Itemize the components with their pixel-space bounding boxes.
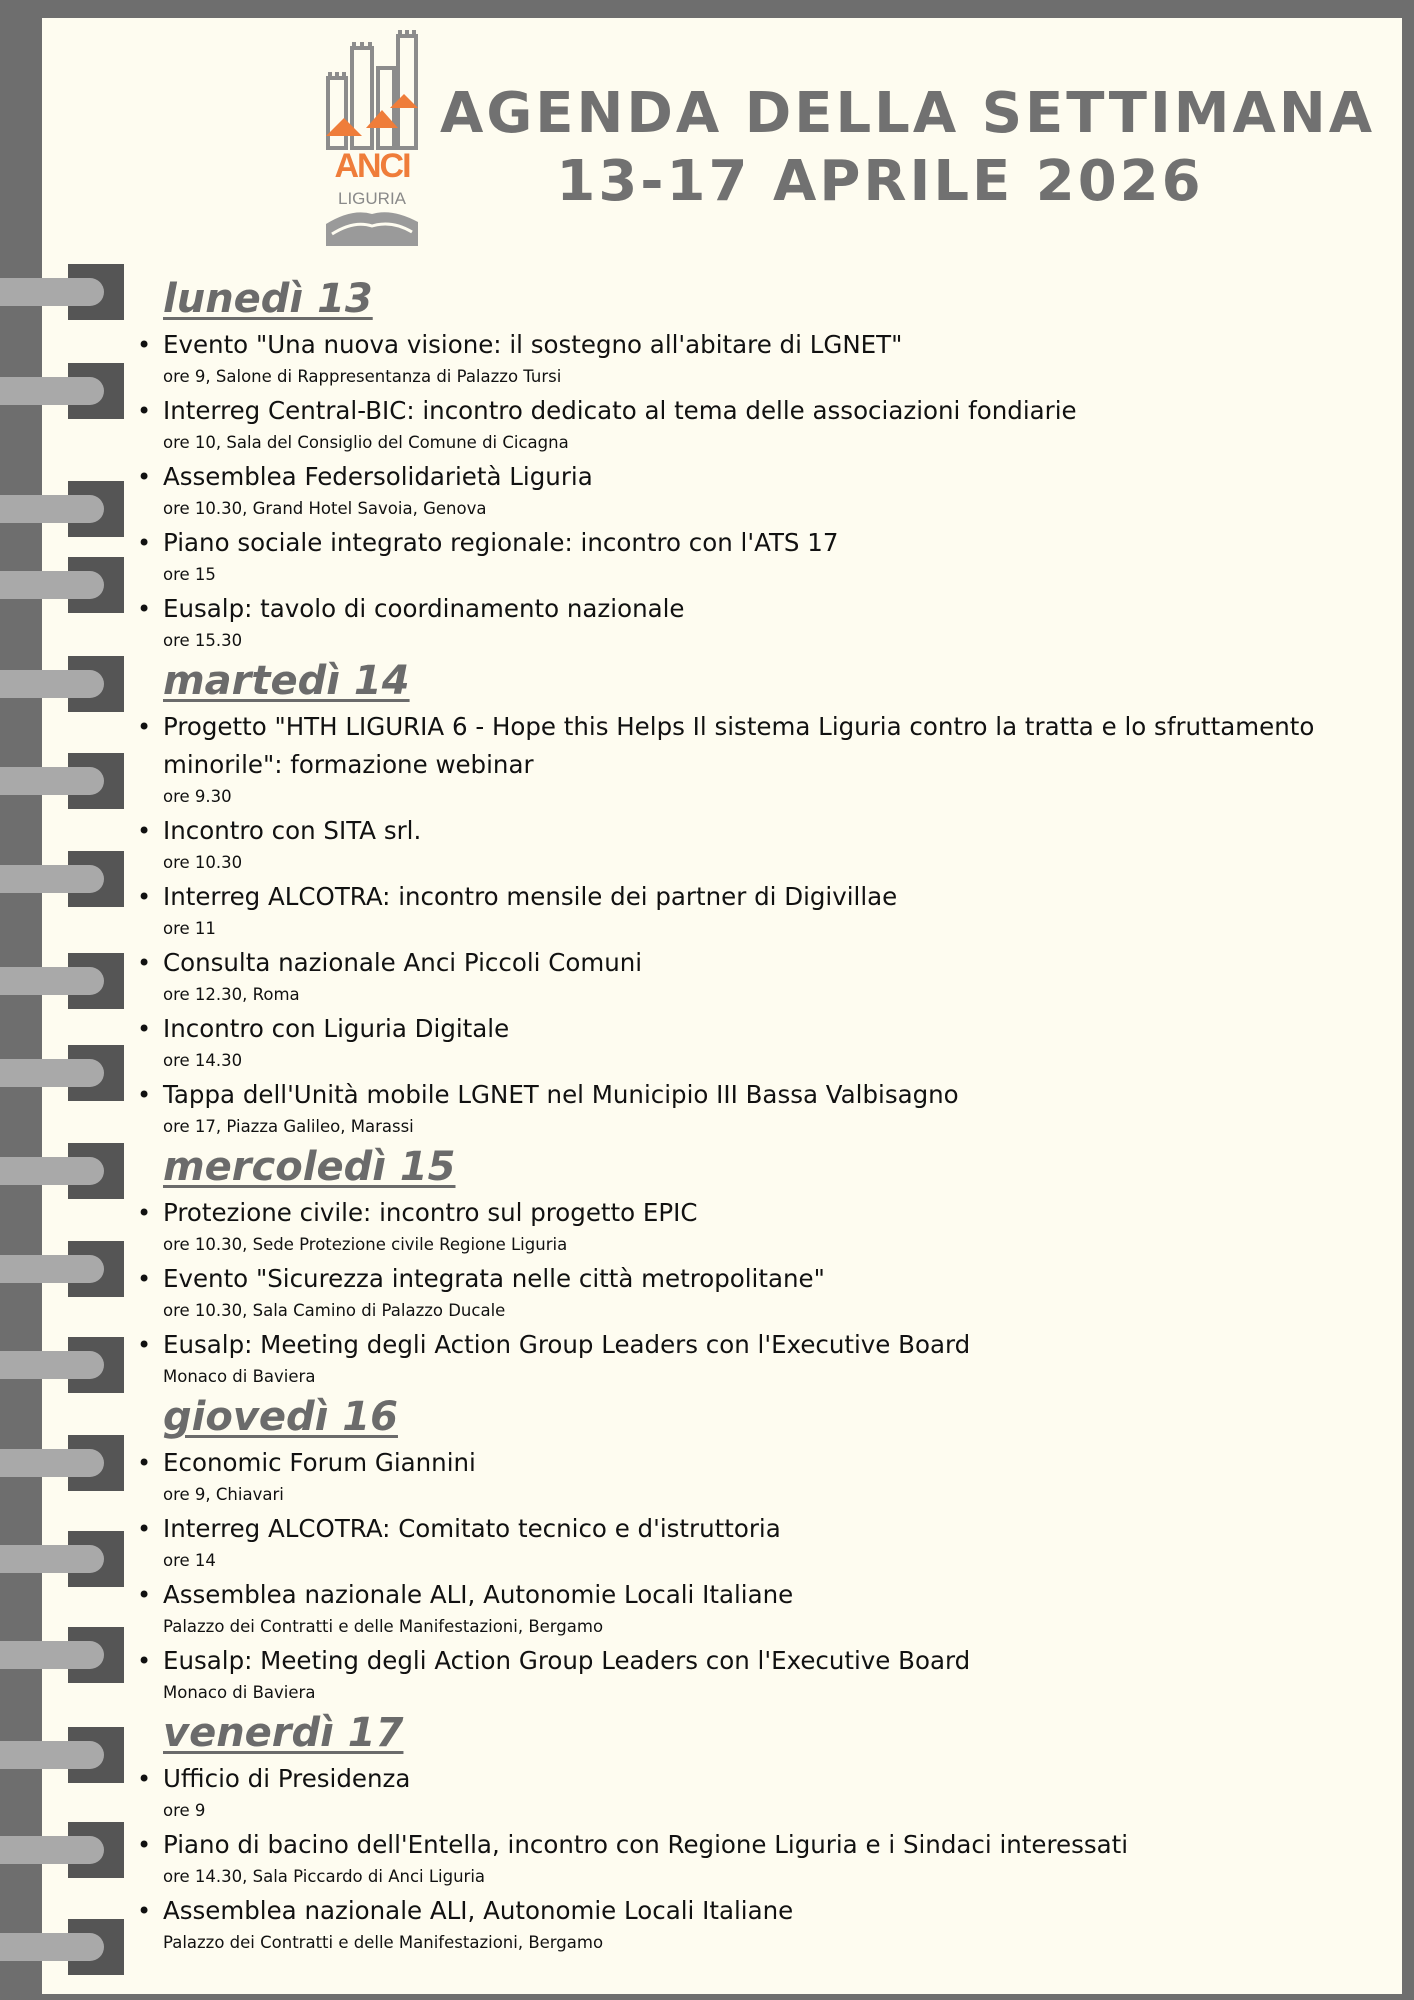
event-title: • Piano sociale integrato regionale: incontro con l'ATS 17: [163, 528, 839, 557]
event-detail: ore 10, Sala del Consiglio del Comune di Cicagna: [163, 433, 569, 452]
page-title: [440, 80, 1376, 216]
event-item: [133, 326, 1323, 390]
binding-wire: [0, 1059, 104, 1087]
event-list: [133, 1194, 1323, 1390]
event-title: • Eusalp: tavolo di coordinamento nazionale: [163, 594, 685, 623]
binding-ring: [0, 1435, 124, 1491]
event-title: • Tappa dell'Unità mobile LGNET nel Municipio III Bassa Valbisagno: [163, 1080, 959, 1109]
event-detail: ore 10.30, Sede Protezione civile Regione Liguria: [163, 1235, 568, 1254]
event-item: [133, 1444, 1323, 1508]
event-item: [133, 1576, 1323, 1640]
event-item: [133, 524, 1323, 588]
event-title: • Interreg Central-BIC: incontro dedicato al tema delle associazioni fondiarie: [163, 396, 1077, 425]
event-title: • Piano di bacino dell'Entella, incontro con Regione Liguria e i Sindaci interessati: [163, 1830, 1129, 1859]
binding-wire: [0, 1157, 104, 1185]
binding-ring: [0, 851, 124, 907]
event-title: • Incontro con SITA srl.: [163, 816, 422, 845]
event-title: • Protezione civile: incontro sul progetto EPIC: [163, 1198, 698, 1227]
binding-wire: [0, 670, 104, 698]
event-item: [133, 1760, 1323, 1824]
binding-wire: [0, 495, 104, 523]
event-detail: ore 14.30, Sala Piccardo di Anci Liguria: [163, 1867, 486, 1886]
binding-ring: [0, 953, 124, 1009]
event-detail: ore 11: [163, 919, 216, 938]
binding-wire: [0, 278, 104, 306]
binding-wire: [0, 1741, 104, 1769]
event-item: [133, 708, 1323, 810]
agenda-list: [133, 274, 1323, 1958]
binding-ring: [0, 1919, 124, 1975]
binding-wire: [0, 967, 104, 995]
event-detail: ore 10.30, Grand Hotel Savoia, Genova: [163, 499, 487, 518]
event-title: • Interreg ALCOTRA: incontro mensile dei partner di Digivillae: [163, 882, 898, 911]
binding-wire: [0, 1933, 104, 1961]
day-heading: lunedì 13: [163, 276, 373, 322]
town-towers-icon: [322, 28, 422, 248]
event-detail: ore 15.30: [163, 631, 243, 650]
binding-ring: [0, 1241, 124, 1297]
event-detail: ore 9, Chiavari: [163, 1485, 284, 1504]
binding-wire: [0, 377, 104, 405]
event-item: [133, 1010, 1323, 1074]
event-title: • Ufficio di Presidenza: [163, 1764, 411, 1793]
event-title: • Consulta nazionale Anci Piccoli Comuni: [163, 948, 643, 977]
binding-ring: [0, 1143, 124, 1199]
event-detail: Palazzo dei Contratti e delle Manifestazioni, Bergamo: [163, 1617, 604, 1636]
event-detail: Monaco di Baviera: [163, 1683, 316, 1702]
event-detail: ore 10.30, Sala Camino di Palazzo Ducale: [163, 1301, 506, 1320]
title-line-1: AGENDA DELLA SETTIMANA: [440, 81, 1376, 146]
day-block: [133, 656, 1323, 1140]
day-block: [133, 274, 1323, 654]
binding-ring: [0, 1727, 124, 1783]
anci-liguria-logo: [322, 28, 422, 248]
binding-ring: [0, 557, 124, 613]
event-title: • Assemblea nazionale ALI, Autonomie Locali Italiane: [163, 1896, 794, 1925]
binding-ring: [0, 363, 124, 419]
event-detail: ore 12.30, Roma: [163, 985, 300, 1004]
event-detail: ore 14.30: [163, 1051, 243, 1070]
event-detail: ore 9.30: [163, 787, 232, 806]
binding-wire: [0, 767, 104, 795]
binding-ring: [0, 264, 124, 320]
event-item: [133, 590, 1323, 654]
event-item: [133, 1194, 1323, 1258]
event-detail: Palazzo dei Contratti e delle Manifestazioni, Bergamo: [163, 1933, 604, 1952]
day-heading: martedì 14: [163, 658, 410, 704]
event-title: • Assemblea nazionale ALI, Autonomie Locali Italiane: [163, 1580, 794, 1609]
binding-wire: [0, 1255, 104, 1283]
event-list: [133, 708, 1323, 1140]
binding-wire: [0, 1545, 104, 1573]
binding-wire: [0, 865, 104, 893]
binding-ring: [0, 1627, 124, 1683]
binding-ring: [0, 1337, 124, 1393]
event-list: [133, 1760, 1323, 1956]
event-list: [133, 326, 1323, 654]
event-item: [133, 392, 1323, 456]
event-item: [133, 1826, 1323, 1890]
event-list: [133, 1444, 1323, 1706]
event-item: [133, 1510, 1323, 1574]
binding-wire: [0, 1836, 104, 1864]
binding-ring: [0, 1045, 124, 1101]
event-item: [133, 878, 1323, 942]
event-title: • Evento "Una nuova visione: il sostegno all'abitare di LGNET": [163, 330, 903, 359]
binding-wire: [0, 1449, 104, 1477]
binding-wire: [0, 1641, 104, 1669]
event-detail: ore 9: [163, 1801, 206, 1820]
event-item: [133, 1076, 1323, 1140]
day-heading: giovedì 16: [163, 1394, 398, 1440]
day-block: [133, 1392, 1323, 1706]
event-detail: ore 10.30: [163, 853, 243, 872]
title-line-2: 13-17 APRILE 2026: [556, 149, 1204, 214]
event-title: • Eusalp: Meeting degli Action Group Leaders con l'Executive Board: [163, 1330, 971, 1359]
day-heading: mercoledì 15: [163, 1144, 456, 1190]
day-heading: venerdì 17: [163, 1710, 404, 1756]
event-title: • Evento "Sicurezza integrata nelle città metropolitane": [163, 1264, 825, 1293]
event-item: [133, 1892, 1323, 1956]
binding-ring: [0, 1822, 124, 1878]
event-detail: ore 14: [163, 1551, 216, 1570]
day-block: [133, 1708, 1323, 1956]
event-detail: ore 9, Salone di Rappresentanza di Palazzo Tursi: [163, 367, 562, 386]
event-detail: ore 15: [163, 565, 216, 584]
binding-wire: [0, 1351, 104, 1379]
event-item: [133, 944, 1323, 1008]
binding-ring: [0, 753, 124, 809]
binding-ring: [0, 481, 124, 537]
event-title: • Economic Forum Giannini: [163, 1448, 476, 1477]
event-title: • Interreg ALCOTRA: Comitato tecnico e d'istruttoria: [163, 1514, 781, 1543]
logo-wordmark-liguria: LIGURIA: [337, 189, 407, 208]
event-title: • Incontro con Liguria Digitale: [163, 1014, 510, 1043]
binding-ring: [0, 1531, 124, 1587]
binding-wire: [0, 571, 104, 599]
event-item: [133, 1326, 1323, 1390]
event-item: [133, 812, 1323, 876]
event-detail: ore 17, Piazza Galileo, Marassi: [163, 1117, 414, 1136]
binding-ring: [0, 656, 124, 712]
event-detail: Monaco di Baviera: [163, 1367, 316, 1386]
day-block: [133, 1142, 1323, 1390]
event-item: [133, 1260, 1323, 1324]
event-item: [133, 1642, 1323, 1706]
event-item: [133, 458, 1323, 522]
event-title: • Assemblea Federsolidarietà Liguria: [163, 462, 593, 491]
event-title: • Eusalp: Meeting degli Action Group Leaders con l'Executive Board: [163, 1646, 971, 1675]
event-title: • Progetto "HTH LIGURIA 6 - Hope this Helps Il sistema Liguria contro la tratta e lo sfruttamento minorile": formazione webinar: [163, 712, 1315, 779]
logo-wordmark-anci: ANCI: [334, 147, 410, 185]
